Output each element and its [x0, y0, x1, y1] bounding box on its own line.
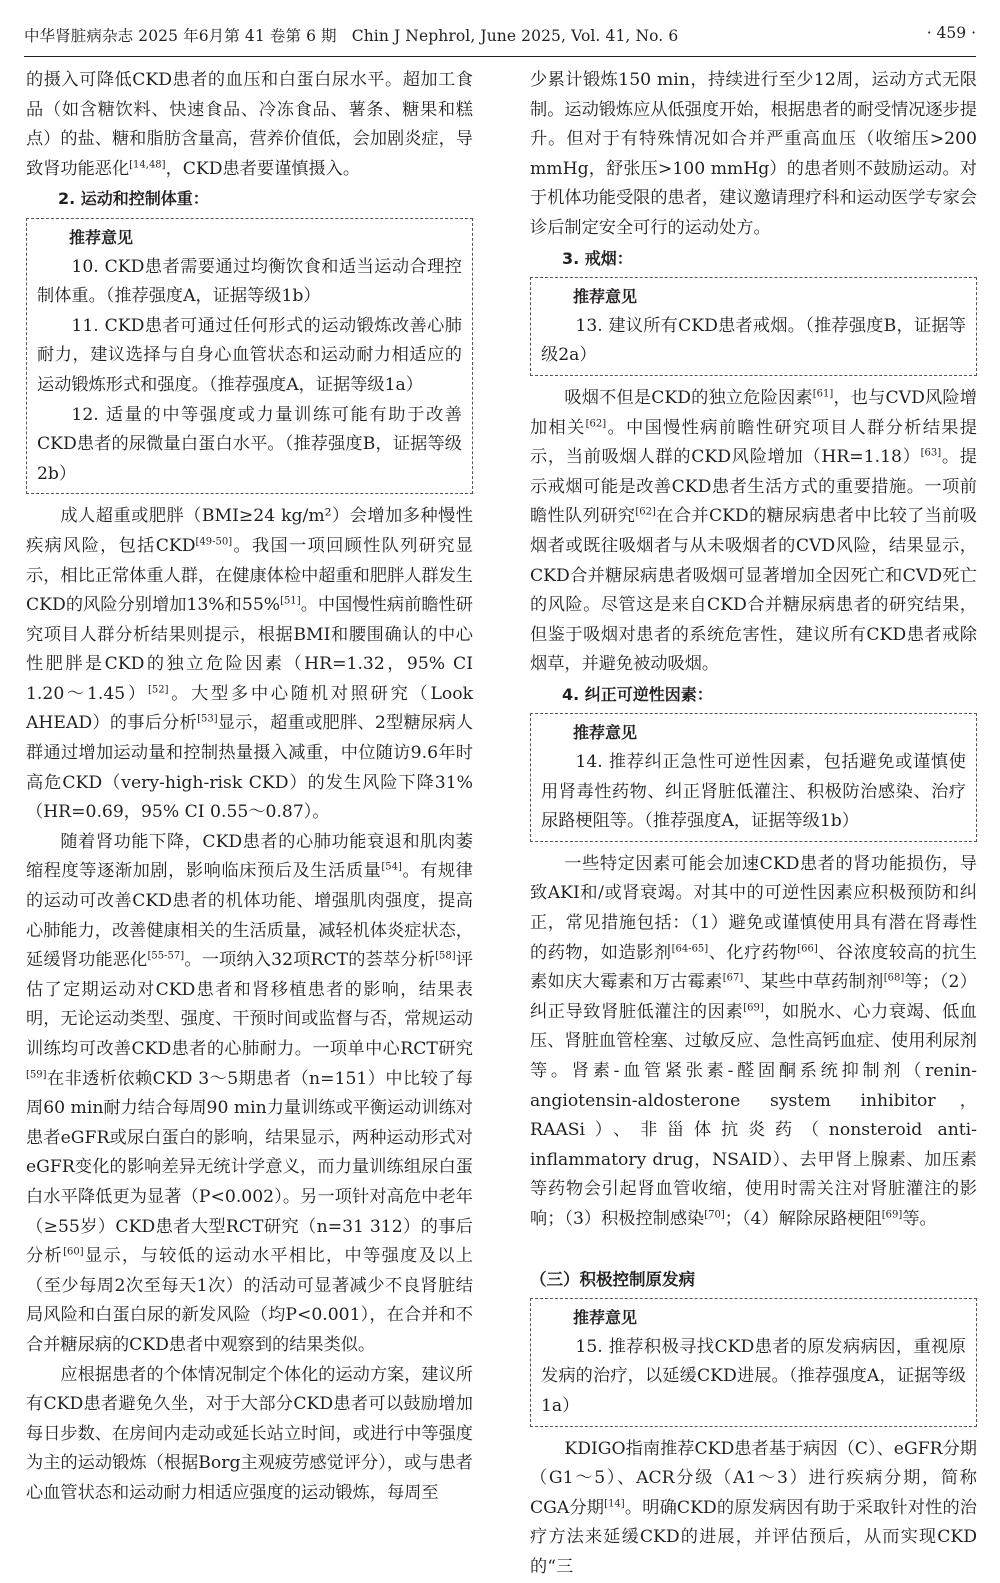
subsection-heading-reversible: 4. 纠正可逆性因素： — [562, 684, 713, 704]
recommendation-title: 推荐意见 — [573, 1308, 638, 1328]
recommendation-box — [26, 218, 473, 494]
paragraph: 吸烟不但是CKD的独立危险因素[61]，也与CVD风险增加相关[62]。中国慢性病前瞻性研究项目人群分析结果提示，当前吸烟人群的CKD风险增加（HR=1.18）[63]。提示戒烟可能是改善CKD患者生活方式的重要措施。一项前瞻性队列研究[62]在合并CKD的糖尿病患者中比较了当前吸烟者或既往吸烟者与从未吸烟者的CVD风险，结果显示，CKD合并糖尿病患者吸烟可显著增加全因死亡和CVD死亡的风险。尽管这是来自CKD合并糖尿病患者的研究结果，但鉴于吸烟对患者的系统危害性，建议所有CKD患者戒除烟草，并避免被动吸烟。 — [530, 387, 977, 675]
subsection-heading-smoking: 3. 戒烟： — [562, 248, 633, 268]
page-number: · 459 · — [926, 24, 976, 42]
recommendation-item: 10. CKD患者需要通过均衡饮食和适当运动合理控制体重。（推荐强度A，证据等级1b） — [37, 256, 462, 307]
recommendation-title: 推荐意见 — [573, 723, 638, 743]
page-header — [0, 14, 1000, 54]
right-column — [530, 66, 977, 1583]
paragraph: 应根据患者的个体情况制定个体化的运动方案，建议所有CKD患者避免久坐，对于大部分CKD患者可以鼓励增加每日步数、在房间内走动或延长站立时间，或进行中等强度为主的运动锻炼（根据Borg主观疲劳感觉评分），或与患者心血管状态和运动耐力相适应强度的运动锻炼，每周至 — [26, 1364, 473, 1503]
paragraph: 随着肾功能下降，CKD患者的心肺功能衰退和肌肉萎缩程度等逐渐加剧，影响临床预后及生活质量[54]。有规律的运动可改善CKD患者的机体功能、增强肌肉强度，提高心肺能力，改善健康相关的生活质量，减轻机体炎症状态，延缓肾功能恶化[55-57]。一项纳入32项RCT的荟萃分析[58]评估了定期运动对CKD患者和肾移植患者的影响，结果表明，无论运动类型、强度、干预时间或监督与否，常规运动训练均可改善CKD患者的心肺耐力。一项单中心RCT研究[59]在非透析依赖CKD 3～5期患者（n=151）中比较了每周60 min耐力结合每周90 min力量训练或平衡运动训练对患者eGFR或尿白蛋白的影响，结果显示，两种运动形式对eGFR变化的影响差异无统计学意义，而力量训练组尿白蛋白水平降低更为显著（P<0.002）。另一项针对高危中老年（≥55岁）CKD患者大型RCT研究（n=31 312）的事后分析[60]显示，与较低的运动水平相比，中等强度及以上（至少每周2次至每天1次）的活动可显著减少不良肾脏结局风险和白蛋白尿的新发风险（均P<0.001），在合并和不合并糖尿病的CKD患者中观察到的结果类似。 — [26, 831, 473, 1355]
paragraph: KDIGO指南推荐CKD患者基于病因（C）、eGFR分期（G1～5）、ACR分级（A1～3）进行疾病分期，简称CGA分期[14]。明确CKD的原发病因有助于采取针对性的治疗方法来延缓CKD的进展，并评估预后，从而实现CKD的“三 — [530, 1438, 977, 1577]
recommendation-item: 15. 推荐积极寻找CKD患者的原发病病因，重视原发病的治疗，以延缓CKD进展。（推荐强度A，证据等级1a） — [541, 1336, 966, 1416]
recommendation-box — [530, 277, 977, 376]
paragraph: 的摄入可降低CKD患者的血压和白蛋白尿水平。超加工食品（如含糖饮料、快速食品、冷冻食品、薯条、糖果和糕点）的盐、糖和脂肪含量高，营养价值低，会加剧炎症，导致肾功能恶化[14,48]，CKD患者要谨慎摄入。 — [26, 70, 473, 179]
journal-header-left: 中华肾脏病杂志 2025 年6月第 41 卷第 6 期 Chin J Nephrol, June 2025, Vol. 41, No. 6 — [24, 27, 679, 45]
recommendation-item: 14. 推荐纠正急性可逆性因素，包括避免或谨慎使用肾毒性药物、纠正肾脏低灌注、积极防治感染、治疗尿路梗阻等。（推荐强度A，证据等级1b） — [541, 752, 966, 832]
paragraph: 少累计锻炼150 min，持续进行至少12周，运动方式无限制。运动锻炼应从低强度开始，根据患者的耐受情况逐步提升。但对于有特殊情况如合并严重高血压（收缩压>200 mmHg，舒张压>100 mmHg）的患者则不鼓励运动。对于机体功能受限的患者，建议邀请理疗科和运动医学专家会诊后制定安全可行的运动处方。 — [530, 70, 977, 238]
subsection-heading-exercise: 2. 运动和控制体重： — [58, 189, 209, 209]
paragraph: 成人超重或肥胖（BMI≥24 kg/m²）会增加多种慢性疾病风险，包括CKD[49-50]。我国一项回顾性队列研究显示，相比正常体重人群，在健康体检中超重和肥胖人群发生CKD的风险分别增加13%和55%[51]。中国慢性病前瞻性研究项目人群分析结果则提示，根据BMI和腰围确认的中心性肥胖是CKD的独立危险因素（HR=1.32，95% CI 1.20～1.45）[52]。大型多中心随机对照研究（Look AHEAD）的事后分析[53]显示，超重或肥胖、2型糖尿病人群通过增加运动量和控制热量摄入减重，中位随访9.6年时高危CKD（very-high-risk CKD）的发生风险下降31%（HR=0.69，95% CI 0.55～0.87）。 — [26, 506, 474, 823]
recommendation-title: 推荐意见 — [69, 227, 134, 247]
spacer — [530, 1235, 977, 1265]
recommendation-box — [530, 713, 977, 841]
recommendation-title: 推荐意见 — [573, 287, 638, 307]
recommendation-item: 13. 建议所有CKD患者戒烟。（推荐强度B，证据等级2a） — [541, 315, 966, 366]
recommendation-item: 12. 适量的中等强度或力量训练可能有助于改善CKD患者的尿微量白蛋白水平。（推荐强度B，证据等级2b） — [37, 404, 462, 484]
recommendation-box — [530, 1298, 977, 1426]
paragraph: 一些特定因素可能会加速CKD患者的肾功能损伤，导致AKI和/或肾衰竭。对其中的可逆性因素应积极预防和纠正，常见措施包括：（1）避免或谨慎使用具有潜在肾毒性的药物，如造影剂[64-65]、化疗药物[66]、谷浓度较高的抗生素如庆大霉素和万古霉素[67]、某些中草药制剂[68]等；（2）纠正导致肾脏低灌注的因素[69]，如脱水、心力衰竭、低血压、肾脏血管栓塞、过敏反应、急性高钙血症、使用利尿剂等。肾素-血管紧张素-醛固酮系统抑制剂（renin-angiotensin-aldosterone system inhibitor，RAASi）、非甾体抗炎药（nonsteroid anti-inflammatory drug，NSAID）、去甲肾上腺素、加压素等药物会引起肾血管收缩，使用时需关注对肾脏灌注的影响；（3）积极控制感染[70]；（4）解除尿路梗阻[69]等。 — [530, 853, 977, 1229]
left-column — [26, 66, 473, 1509]
recommendation-item: 11. CKD患者可通过任何形式的运动锻炼改善心肺耐力，建议选择与自身心血管状态和运动耐力相适应的运动锻炼形式和强度。（推荐强度A，证据等级1a） — [37, 315, 462, 395]
section-heading-primary-disease: （三）积极控制原发病 — [530, 1269, 695, 1289]
header-rule — [24, 56, 976, 57]
